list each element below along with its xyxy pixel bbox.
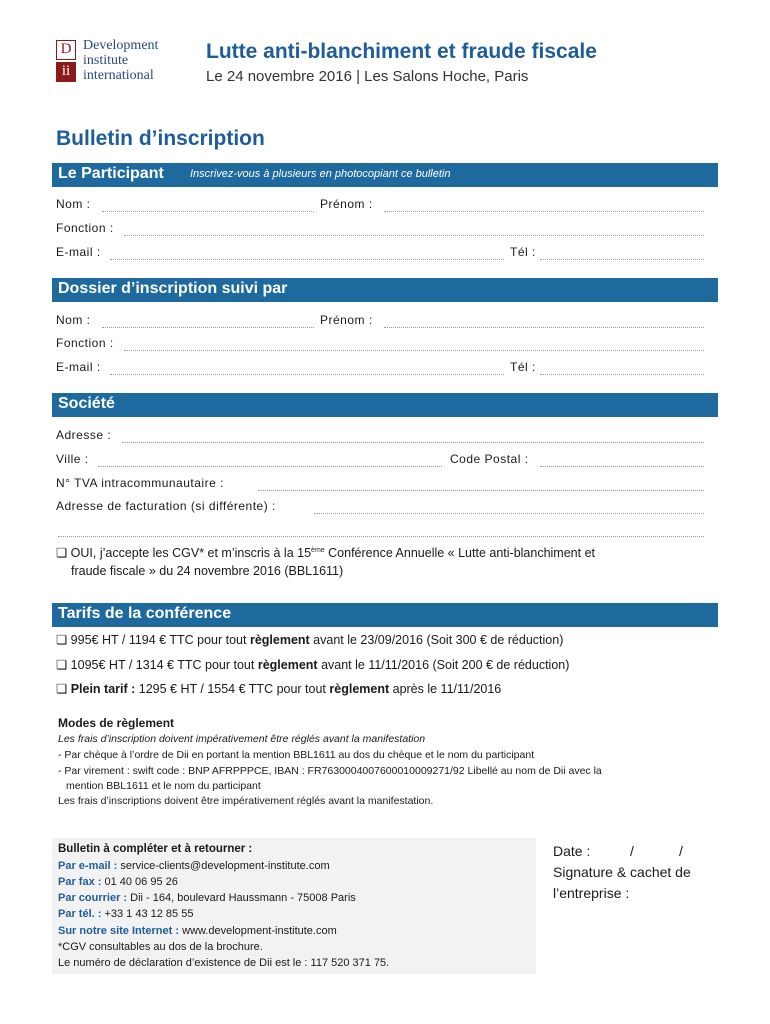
tarif-3-text-b: Plein tarif :: [70, 682, 136, 696]
logo-line-2: institute: [83, 53, 129, 68]
tarif-3-text-a: ❏: [56, 682, 71, 696]
societe-adresse-label: Adresse :: [56, 428, 112, 442]
return-instructions-box: [52, 838, 536, 974]
signature-label-2: l’entreprise :: [553, 885, 630, 901]
societe-facturation-label: Adresse de facturation (si différente) :: [56, 499, 276, 513]
dossier-prenom-field[interactable]: [384, 327, 704, 328]
modes-virement: - Par virement : swift code : BNP AFRPPPCE, IBAN : FR7630004007600010009271/92 Libellé au nom de Dii avec la: [58, 765, 602, 777]
societe-ville-field[interactable]: [98, 466, 442, 467]
modes-heading: Modes de règlement: [58, 716, 175, 730]
logo-letter-d: D: [56, 40, 76, 60]
signature-label-1: Signature & cachet de: [553, 864, 691, 880]
societe-adresse-field[interactable]: [122, 442, 704, 443]
tarif-1-text-c: avant le 23/09/2016 (Soit 300 € de réduction): [309, 633, 564, 647]
dossier-fonction-field[interactable]: [124, 350, 704, 351]
return-site-label: Sur notre site Internet :: [58, 925, 180, 937]
section-dossier-title: Dossier d’inscription suivi par: [58, 280, 288, 297]
date-slash-1: /: [630, 843, 634, 859]
societe-facturation-field-2[interactable]: [58, 536, 704, 537]
dossier-tel-label: Tél :: [510, 360, 536, 374]
tarif-2-text-b: règlement: [257, 658, 318, 672]
form-title: Bulletin d’inscription: [56, 127, 265, 150]
participant-email-field[interactable]: [110, 259, 504, 260]
return-site: [58, 925, 337, 937]
participant-email-label: E-mail :: [56, 245, 101, 259]
section-participant-note: Inscrivez-vous à plusieurs en photocopiant ce bulletin: [190, 168, 451, 180]
modes-final-note: Les frais d’inscriptions doivent être impérativement réglés avant la manifestation.: [58, 795, 434, 807]
participant-prenom-label: Prénom :: [320, 197, 373, 211]
dossier-email-field[interactable]: [110, 374, 504, 375]
logo-letter-ii: ii: [56, 62, 76, 82]
acceptance-sup: ème: [311, 546, 325, 554]
societe-tva-label: N° TVA intracommunautaire :: [56, 476, 224, 490]
participant-prenom-field[interactable]: [384, 211, 704, 212]
participant-tel-field[interactable]: [540, 259, 704, 260]
section-dossier-header: [52, 278, 718, 302]
logo-text: [83, 38, 158, 83]
tarif-3-text-d: règlement: [329, 682, 390, 696]
section-tarifs-header: [52, 603, 718, 627]
acceptance-text-line-2: fraude fiscale » du 24 novembre 2016 (BBL1611): [71, 564, 344, 578]
participant-fonction-label: Fonction :: [56, 221, 114, 235]
tarif-1-text-b: règlement: [249, 633, 310, 647]
return-tel-value: +33 1 43 12 85 55: [101, 908, 194, 920]
event-title: Lutte anti-blanchiment et fraude fiscale: [206, 40, 597, 63]
dossier-fonction-label: Fonction :: [56, 336, 114, 350]
tarif-2-text-a: ❏ 1095€ HT / 1314 € TTC pour tout: [56, 658, 258, 672]
section-participant-header: [52, 163, 718, 187]
return-cgv-note: *CGV consultables au dos de la brochure.: [58, 941, 263, 953]
tarif-3-text-c: 1295 € HT / 1554 € TTC pour tout: [135, 682, 330, 696]
societe-facturation-field[interactable]: [314, 513, 704, 514]
societe-code-postal-label: Code Postal :: [450, 452, 529, 466]
page-header: [56, 38, 736, 88]
return-heading: Bulletin à compléter et à retourner :: [58, 843, 253, 855]
acceptance-text-a: ❏ OUI, j’accepte les CGV* et m’inscris à la 15: [56, 546, 312, 560]
dii-logo: [56, 38, 186, 86]
return-courrier: [58, 892, 356, 904]
dossier-tel-field[interactable]: [540, 374, 704, 375]
participant-tel-label: Tél :: [510, 245, 536, 259]
acceptance-checkbox-line[interactable]: [56, 545, 595, 560]
dossier-email-label: E-mail :: [56, 360, 101, 374]
return-courrier-value: Dii - 164, boulevard Haussmann - 75008 Paris: [127, 892, 356, 904]
return-fax: [58, 876, 178, 888]
date-label: Date :: [553, 843, 591, 859]
modes-virement-2: mention BBL1611 et le nom du participant: [66, 780, 261, 792]
dossier-prenom-label: Prénom :: [320, 313, 373, 327]
return-courrier-label: Par courrier :: [58, 892, 128, 904]
tarif-2-text-c: avant le 11/11/2016 (Soit 200 € de réduction): [317, 658, 570, 672]
return-fax-value: 01 40 06 95 26: [101, 876, 178, 888]
section-participant-title: Le Participant: [58, 165, 164, 182]
acceptance-text-b: Conférence Annuelle « Lutte anti-blanchiment et: [324, 546, 595, 560]
modes-cheque: - Par chèque à l’ordre de Dii en portant la mention BBL1611 au dos du chèque et le nom du participant: [58, 749, 535, 761]
event-subtitle: Le 24 novembre 2016 | Les Salons Hoche, Paris: [206, 68, 529, 85]
logo-line-3: international: [83, 68, 154, 83]
tarif-option-3[interactable]: [56, 681, 501, 696]
societe-tva-field[interactable]: [258, 490, 704, 491]
return-fax-label: Par fax :: [58, 876, 102, 888]
return-tel: [58, 908, 193, 920]
section-tarifs-title: Tarifs de la conférence: [58, 605, 232, 622]
return-declaration: Le numéro de déclaration d’existence de Dii est le : 117 520 371 75.: [58, 957, 390, 969]
return-email: [58, 860, 330, 872]
return-tel-label: Par tél. :: [58, 908, 102, 920]
participant-fonction-field[interactable]: [124, 235, 704, 236]
societe-ville-label: Ville :: [56, 452, 89, 466]
participant-nom-label: Nom :: [56, 197, 91, 211]
tarif-option-1[interactable]: [56, 632, 563, 647]
date-slash-2: /: [679, 843, 683, 859]
logo-line-1: Development: [83, 38, 159, 53]
return-site-value[interactable]: www.development-institute.com: [179, 925, 337, 937]
tarif-1-text-a: ❏ 995€ HT / 1194 € TTC pour tout: [56, 633, 250, 647]
tarif-3-text-e: après le 11/11/2016: [389, 682, 502, 696]
dossier-nom-field[interactable]: [102, 327, 314, 328]
participant-nom-field[interactable]: [102, 211, 314, 212]
return-email-value[interactable]: service-clients@development-institute.com: [117, 860, 330, 872]
societe-code-postal-field[interactable]: [540, 466, 704, 467]
section-societe-header: [52, 393, 718, 417]
dossier-nom-label: Nom :: [56, 313, 91, 327]
modes-italic-note: Les frais d’inscription doivent impérativement être réglés avant la manifestation: [58, 733, 426, 745]
tarif-option-2[interactable]: [56, 657, 569, 672]
section-societe-title: Société: [58, 395, 115, 412]
return-email-label: Par e-mail :: [58, 860, 118, 872]
